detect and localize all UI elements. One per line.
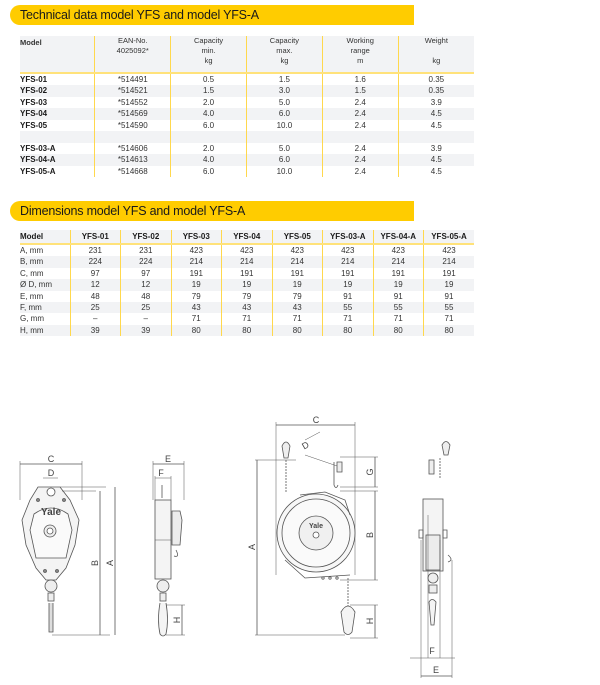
column-header: YFS-03-A [323,230,374,244]
dim-label-b: B [90,559,100,567]
column-header-line: range [350,46,370,55]
column-header: YFS-02 [121,230,172,244]
brand-logo: Yale [40,507,62,518]
value-cell: 19 [373,279,424,290]
table-row [20,291,474,302]
column-header: YFS-04 [222,230,273,244]
table-row [20,279,474,290]
value-cell: 3.0 [246,85,322,96]
dim-label-g: G [365,468,375,476]
column-header-line: EAN-No. [117,36,148,45]
dimensions-table [20,230,474,336]
column-header-line: Capacity [269,36,299,45]
table-row [20,73,474,85]
value-cell: 19 [424,279,475,290]
value-cell: 71 [272,313,323,324]
dim-label-c: C [47,454,55,464]
dim-label-e: E [164,454,172,464]
table-row [20,325,474,336]
column-header [322,36,398,73]
value-cell: 80 [222,325,273,336]
column-header: YFS-05 [272,230,323,244]
dim-label-f: F [158,468,164,478]
value-cell: 19 [323,279,374,290]
value-cell: 91 [373,291,424,302]
value-cell: 80 [171,325,222,336]
brand-logo-large: Yale [308,523,324,530]
technical-data-table [20,36,474,177]
value-cell: 2.4 [322,120,398,131]
value-cell: *514521 [95,85,171,96]
spacer-cell [95,131,171,143]
column-header [246,36,322,73]
value-cell: 71 [171,313,222,324]
model-cell: YFS-03-A [20,144,56,154]
value-cell: – [121,313,172,324]
drawing-small-front-view [20,454,115,635]
column-header-line: Working [346,36,374,45]
value-cell: 12 [121,279,172,290]
column-header [95,36,171,73]
value-cell: 4.5 [398,166,474,177]
value-cell: 25 [70,302,121,313]
model-cell: YFS-02 [20,85,95,96]
section-title-technical-data: Technical data model YFS and model YFS-A [10,5,414,25]
column-header-line: min. [201,46,216,55]
column-header [398,36,474,73]
dimension-label-cell: G, mm [20,314,44,324]
column-header [20,36,95,73]
dim-label-f-large: F [429,646,435,656]
value-cell: 423 [171,244,222,256]
dim-label-a-large: A [247,543,257,551]
table-row [20,97,474,108]
dim-label-h-large: H [365,617,375,625]
column-header-line: kg [280,56,289,65]
value-cell: 2.0 [171,97,247,108]
value-cell: 12 [70,279,121,290]
dimension-label-cell: Ø D, mm [20,279,70,290]
value-cell: 71 [222,313,273,324]
drawing-large-side-view [410,442,455,679]
value-cell: 80 [424,325,475,336]
value-cell: 0.35 [398,73,474,85]
table-row [20,154,474,165]
value-cell: *514590 [95,120,171,131]
column-header: YFS-01 [70,230,121,244]
value-cell: 6.0 [171,120,247,131]
value-cell: 19 [272,279,323,290]
value-cell: 214 [323,256,374,267]
drawing-small-side-view [153,454,185,636]
dimension-label-cell: B, mm [20,256,70,267]
value-cell: 423 [272,244,323,256]
spacer-cell [398,131,474,143]
spacer-cell [246,131,322,143]
value-cell: 71 [424,313,475,324]
value-cell: 4.5 [398,154,474,165]
value-cell: – [70,313,121,324]
value-cell: 5.0 [246,97,322,108]
value-cell: 4.0 [171,108,247,119]
value-cell: 214 [171,256,222,267]
value-cell: 48 [121,291,172,302]
row-separator [20,131,474,143]
dim-label-c-large: C [312,415,320,425]
value-cell: 191 [373,268,424,279]
value-cell: *514606 [95,143,171,154]
value-cell: 79 [272,291,323,302]
value-cell: 71 [373,313,424,324]
value-cell: 1.5 [246,73,322,85]
value-cell: 1.5 [171,85,247,96]
model-cell: YFS-03 [20,97,48,107]
value-cell: 191 [222,268,273,279]
table-row [20,120,474,131]
value-cell: 0.5 [171,73,247,85]
value-cell: 2.4 [322,154,398,165]
value-cell: 39 [121,325,172,336]
dimension-label-cell: E, mm [20,291,44,301]
column-header-line: kg [204,56,213,65]
value-cell: *514552 [95,97,171,108]
value-cell: 43 [171,302,222,313]
column-header-line: Model [20,38,42,47]
value-cell: 39 [70,325,121,336]
value-cell: 6.0 [171,166,247,177]
dimension-drawings [0,400,600,685]
value-cell: 2.4 [322,166,398,177]
value-cell: 91 [323,291,374,302]
value-cell: *514569 [95,108,171,119]
value-cell: 4.0 [171,154,247,165]
value-cell: 231 [121,244,172,256]
value-cell: 6.0 [246,108,322,119]
value-cell: 214 [373,256,424,267]
column-header: YFS-03 [171,230,222,244]
spacer-cell [322,131,398,143]
value-cell: 48 [70,291,121,302]
value-cell: *514613 [95,154,171,165]
dim-label-b-large: B [365,531,375,539]
table-row [20,313,474,324]
table-header-row [20,36,474,73]
dimension-label-cell: A, mm [20,246,44,255]
value-cell: 0.35 [398,85,474,96]
dimension-label-cell: H, mm [20,325,70,336]
column-header-line: 4025092* [116,46,149,55]
value-cell: 423 [323,244,374,256]
value-cell: 43 [222,302,273,313]
column-header-line [399,46,474,56]
value-cell: 214 [222,256,273,267]
value-cell: 25 [121,302,172,313]
spacer-cell [20,131,95,143]
value-cell: 423 [373,244,424,256]
value-cell: 79 [171,291,222,302]
value-cell: 423 [424,244,475,256]
table-row [20,85,474,96]
value-cell: 91 [424,291,475,302]
drawing-large-front-view [247,415,378,638]
table-row [20,256,474,267]
table-row [20,108,474,119]
spacer-cell [171,131,247,143]
dimension-label-cell: F, mm [20,302,70,313]
value-cell: 423 [222,244,273,256]
value-cell: 71 [323,313,374,324]
value-cell: 10.0 [246,120,322,131]
value-cell: 1.6 [322,73,398,85]
value-cell: 55 [424,302,475,313]
column-header-line: Capacity [193,36,224,45]
dim-label-h-small: H [172,616,182,624]
table-row [20,143,474,154]
section-title-dimensions: Dimensions model YFS and model YFS-A [10,201,414,221]
column-header [171,36,247,73]
value-cell: 191 [272,268,323,279]
dim-label-a: A [105,559,115,567]
value-cell: 214 [424,256,475,267]
column-header-line: Weight [424,36,448,45]
column-header-line: m [357,56,364,65]
value-cell: 2.4 [322,108,398,119]
column-header-line: kg [432,56,441,65]
model-cell: YFS-04-A [20,154,95,165]
value-cell: 224 [70,256,121,267]
value-cell: 79 [222,291,273,302]
table-row [20,268,474,279]
value-cell: 55 [373,302,424,313]
value-cell: 4.5 [398,108,474,119]
value-cell: 2.4 [322,97,398,108]
value-cell: 2.4 [322,143,398,154]
column-header-line: max. [276,46,293,55]
value-cell: *514668 [95,166,171,177]
value-cell: 214 [272,256,323,267]
table-header-row [20,230,474,244]
value-cell: 1.5 [322,85,398,96]
dimension-label-cell: C, mm [20,268,44,278]
model-cell: YFS-01 [20,75,48,84]
value-cell: 10.0 [246,166,322,177]
value-cell: 97 [70,268,121,279]
model-cell: YFS-05 [20,120,48,130]
value-cell: 4.5 [398,120,474,131]
value-cell: 19 [171,279,222,290]
value-cell: 80 [323,325,374,336]
dim-label-d: D [47,468,55,478]
model-cell: YFS-05-A [20,166,56,176]
value-cell: 191 [171,268,222,279]
value-cell: 224 [121,256,172,267]
dim-label-e-large: E [432,665,440,675]
model-cell: YFS-04 [20,108,95,119]
value-cell: 55 [323,302,374,313]
column-header-line [95,56,170,66]
value-cell: 80 [373,325,424,336]
table-row [20,302,474,313]
value-cell: 2.0 [171,143,247,154]
value-cell: 191 [323,268,374,279]
value-cell: 3.9 [398,143,474,154]
value-cell: 191 [424,268,475,279]
value-cell: 43 [272,302,323,313]
value-cell: *514491 [95,73,171,85]
table-row [20,244,474,256]
column-header: YFS-05-A [424,230,475,244]
column-header: Model [20,230,70,244]
value-cell: 5.0 [246,143,322,154]
value-cell: 3.9 [398,97,474,108]
value-cell: 97 [121,268,172,279]
dim-label-d-large: D [300,439,311,452]
value-cell: 80 [272,325,323,336]
value-cell: 6.0 [246,154,322,165]
column-header: YFS-04-A [373,230,424,244]
table-row [20,166,474,177]
value-cell: 231 [70,244,121,256]
value-cell: 19 [222,279,273,290]
